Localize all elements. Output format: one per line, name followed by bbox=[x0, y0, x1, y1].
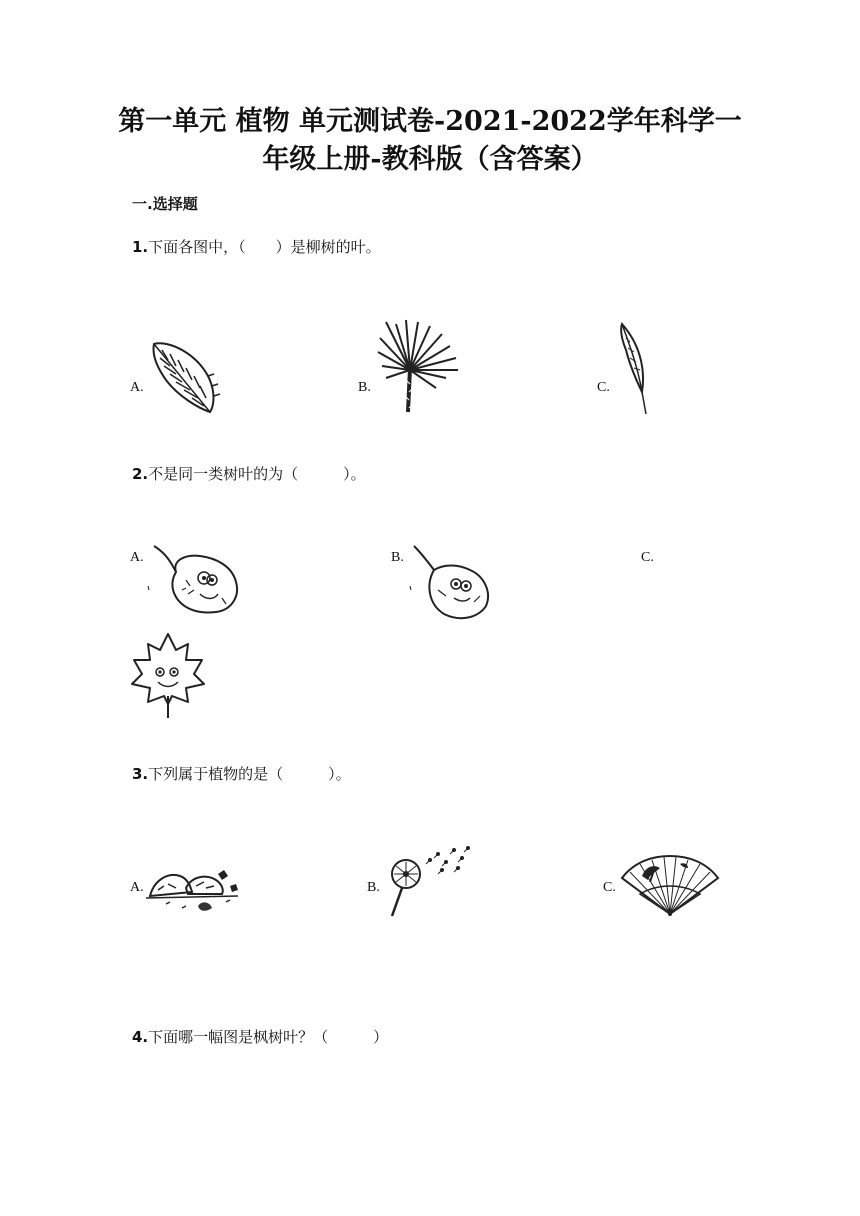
cartoon-maple-leaf-icon bbox=[130, 632, 206, 720]
option-c[interactable]: C. bbox=[641, 550, 654, 565]
section-heading: 一.选择题 bbox=[132, 195, 198, 213]
option-a[interactable]: A. bbox=[130, 880, 144, 895]
option-b[interactable]: B. bbox=[391, 550, 404, 565]
option-c[interactable]: C. bbox=[597, 380, 610, 395]
page-title bbox=[100, 103, 760, 179]
title-line-1: 第一单元 植物 单元测试卷-2021-2022学年科学一 bbox=[118, 106, 742, 137]
dandelion-icon bbox=[384, 842, 474, 918]
option-b[interactable]: B. bbox=[358, 380, 371, 395]
rocks-icon bbox=[146, 860, 242, 916]
serrated-leaf-icon bbox=[148, 336, 222, 416]
question-number: 4. bbox=[132, 1028, 149, 1046]
option-b[interactable]: B. bbox=[367, 880, 380, 895]
pine-branch-icon bbox=[376, 318, 462, 414]
question-number: 1. bbox=[132, 238, 149, 256]
question-2 bbox=[132, 463, 366, 484]
option-a[interactable]: A. bbox=[130, 380, 144, 395]
willow-leaf-icon bbox=[616, 322, 652, 416]
cartoon-leaf-icon bbox=[146, 544, 246, 618]
question-number: 3. bbox=[132, 765, 149, 783]
question-1 bbox=[132, 236, 381, 257]
question-text: 下面哪一幅图是枫树叶？（ ） bbox=[148, 1028, 389, 1046]
option-c[interactable]: C. bbox=[603, 880, 616, 895]
question-text: 下面各图中，（ ）是柳树的叶。 bbox=[148, 238, 381, 256]
question-3 bbox=[132, 763, 351, 784]
folding-fan-icon bbox=[620, 854, 720, 918]
cartoon-heart-leaf-icon bbox=[408, 544, 492, 624]
option-a[interactable]: A. bbox=[130, 550, 144, 565]
question-text: 下列属于植物的是（ ）。 bbox=[148, 765, 351, 783]
title-line-2: 年级上册-教科版（含答案） bbox=[262, 144, 598, 175]
question-4 bbox=[132, 1026, 388, 1047]
question-number: 2. bbox=[132, 465, 149, 483]
question-text: 不是同一类树叶的为（ ）。 bbox=[148, 465, 366, 483]
